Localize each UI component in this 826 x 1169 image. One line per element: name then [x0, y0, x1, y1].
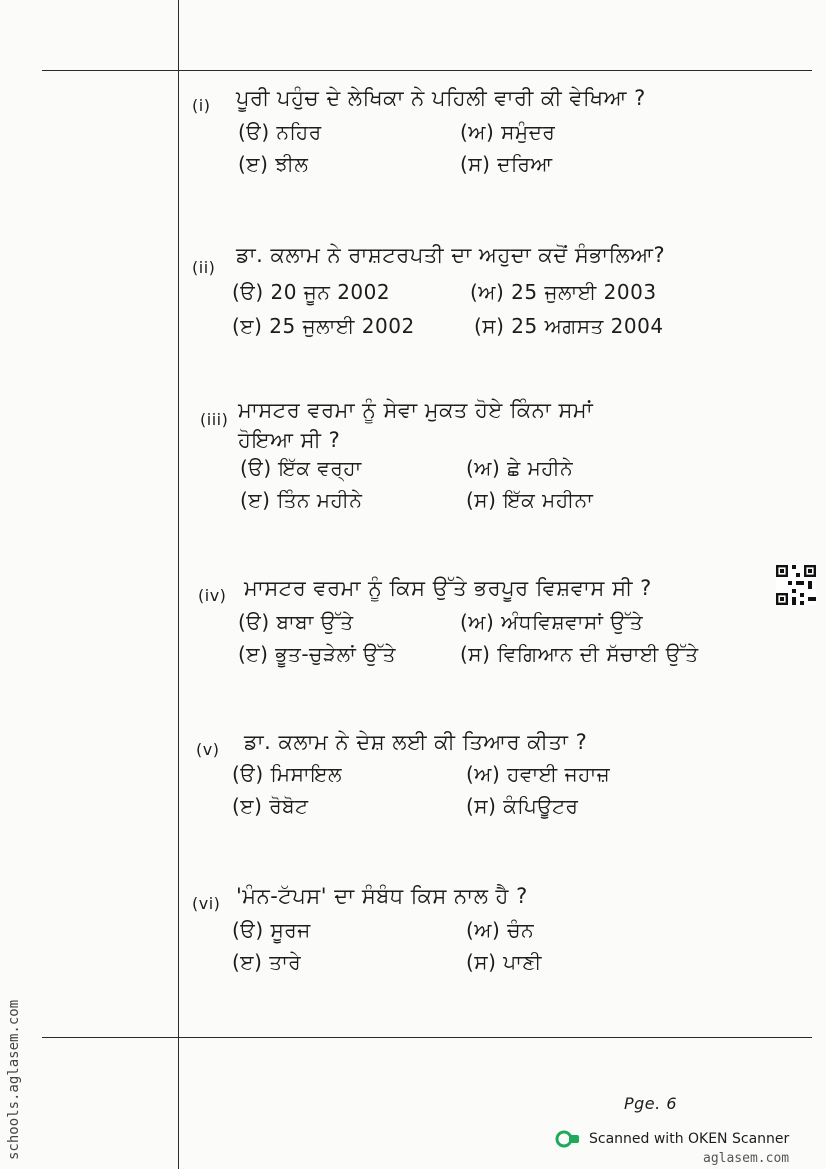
top-rule	[42, 70, 812, 71]
option-b: (ਅ) ਸਮੁੰਦਰ	[460, 120, 556, 144]
option-a: (ੳ) ਨਹਿਰ	[238, 120, 322, 144]
question-number: (vi)	[192, 894, 221, 913]
option-a: (ੳ) ਬਾਬਾ ਉੱਤੇ	[238, 610, 354, 634]
page-number: Pge. 6	[624, 1094, 677, 1113]
question-text: ਮਾਸਟਰ ਵਰਮਾ ਨੂੰ ਕਿਸ ਉੱਤੇ ਭਰਪੂਰ ਵਿਸ਼ਵਾਸ ਸੀ ?	[244, 576, 652, 600]
scanner-badge	[555, 1130, 789, 1148]
question-text-line2: ਹੋਇਆ ਸੀ ?	[238, 428, 341, 452]
question-text: 'ਮੰਨ-ਟੱਪਸ' ਦਾ ਸੰਬੰਧ ਕਿਸ ਨਾਲ ਹੈ ?	[236, 884, 528, 908]
option-a: (ੳ) ਮਿਸਾਇਲ	[232, 762, 343, 786]
option-d: (ਸ) ਕੰਪਿਊਟਰ	[466, 794, 579, 818]
qr-code-icon	[776, 565, 816, 605]
option-a: (ੳ) ਸੂਰਜ	[232, 918, 311, 942]
side-watermark: schools.aglasem.com	[6, 999, 22, 1160]
option-a: (ੳ) ਇੱਕ ਵਰ੍ਹਾ	[240, 456, 362, 480]
option-a: (ੳ) 20 ਜੂਨ 2002	[232, 280, 391, 304]
question-number: (iv)	[198, 586, 227, 605]
option-b: (ਅ) ਛੇ ਮਹੀਨੇ	[466, 456, 574, 480]
left-margin-rule	[178, 0, 179, 1169]
question-number: (i)	[192, 96, 211, 115]
option-c: (ੲ) ਝੀਲ	[238, 152, 309, 176]
option-b: (ਅ) 25 ਜੁਲਾਈ 2003	[470, 280, 657, 304]
question-number: (iii)	[200, 410, 229, 429]
option-b: (ਅ) ਚੰਨ	[466, 918, 535, 942]
option-d: (ਸ) 25 ਅਗਸਤ 2004	[474, 314, 664, 338]
option-b: (ਅ) ਹਵਾਈ ਜਹਾਜ਼	[466, 762, 611, 786]
option-c: (ੲ) ਤਾਰੇ	[232, 950, 302, 974]
question-text: ਡਾ. ਕਲਾਮ ਨੇ ਦੇਸ਼ ਲਈ ਕੀ ਤਿਆਰ ਕੀਤਾ ?	[244, 730, 588, 754]
option-c: (ੲ) ਤਿੰਨ ਮਹੀਨੇ	[240, 488, 363, 512]
question-text: ਡਾ. ਕਲਾਮ ਨੇ ਰਾਸ਼ਟਰਪਤੀ ਦਾ ਅਹੁਦਾ ਕਦੋਂ ਸੰਭਾਲਿਆ?	[236, 243, 666, 267]
option-c: (ੲ) 25 ਜੁਲਾਈ 2002	[232, 314, 415, 338]
bottom-rule	[42, 1037, 812, 1038]
option-d: (ਸ) ਦਰਿਆ	[460, 152, 553, 176]
option-d: (ਸ) ਵਿਗਿਆਨ ਦੀ ਸੱਚਾਈ ਉੱਤੇ	[460, 642, 699, 666]
scanner-logo-icon	[555, 1130, 581, 1148]
option-c: (ੲ) ਰੋਬੋਟ	[232, 794, 309, 818]
option-c: (ੲ) ਭੂਤ-ਚੁੜੇਲਾਂ ਉੱਤੇ	[238, 642, 396, 666]
option-b: (ਅ) ਅੰਧਵਿਸ਼ਵਾਸਾਂ ਉੱਤੇ	[460, 610, 644, 634]
question-text: ਪੂਰੀ ਪਹੁੰਚ ਦੇ ਲੇਖਿਕਾ ਨੇ ਪਹਿਲੀ ਵਾਰੀ ਕੀ ਵੇਖਿਆ ?	[236, 86, 646, 110]
question-number: (ii)	[192, 258, 216, 277]
question-text: ਮਾਸਟਰ ਵਰਮਾ ਨੂੰ ਸੇਵਾ ਮੁਕਤ ਹੋਏ ਕਿੰਨਾ ਸਮਾਂ	[238, 398, 594, 422]
question-number: (v)	[196, 740, 220, 759]
option-d: (ਸ) ਪਾਣੀ	[466, 950, 542, 974]
footer-url: aglasem.com	[703, 1151, 790, 1166]
scanner-text: Scanned with OKEN Scanner	[589, 1131, 790, 1147]
option-d: (ਸ) ਇੱਕ ਮਹੀਨਾ	[466, 488, 594, 512]
